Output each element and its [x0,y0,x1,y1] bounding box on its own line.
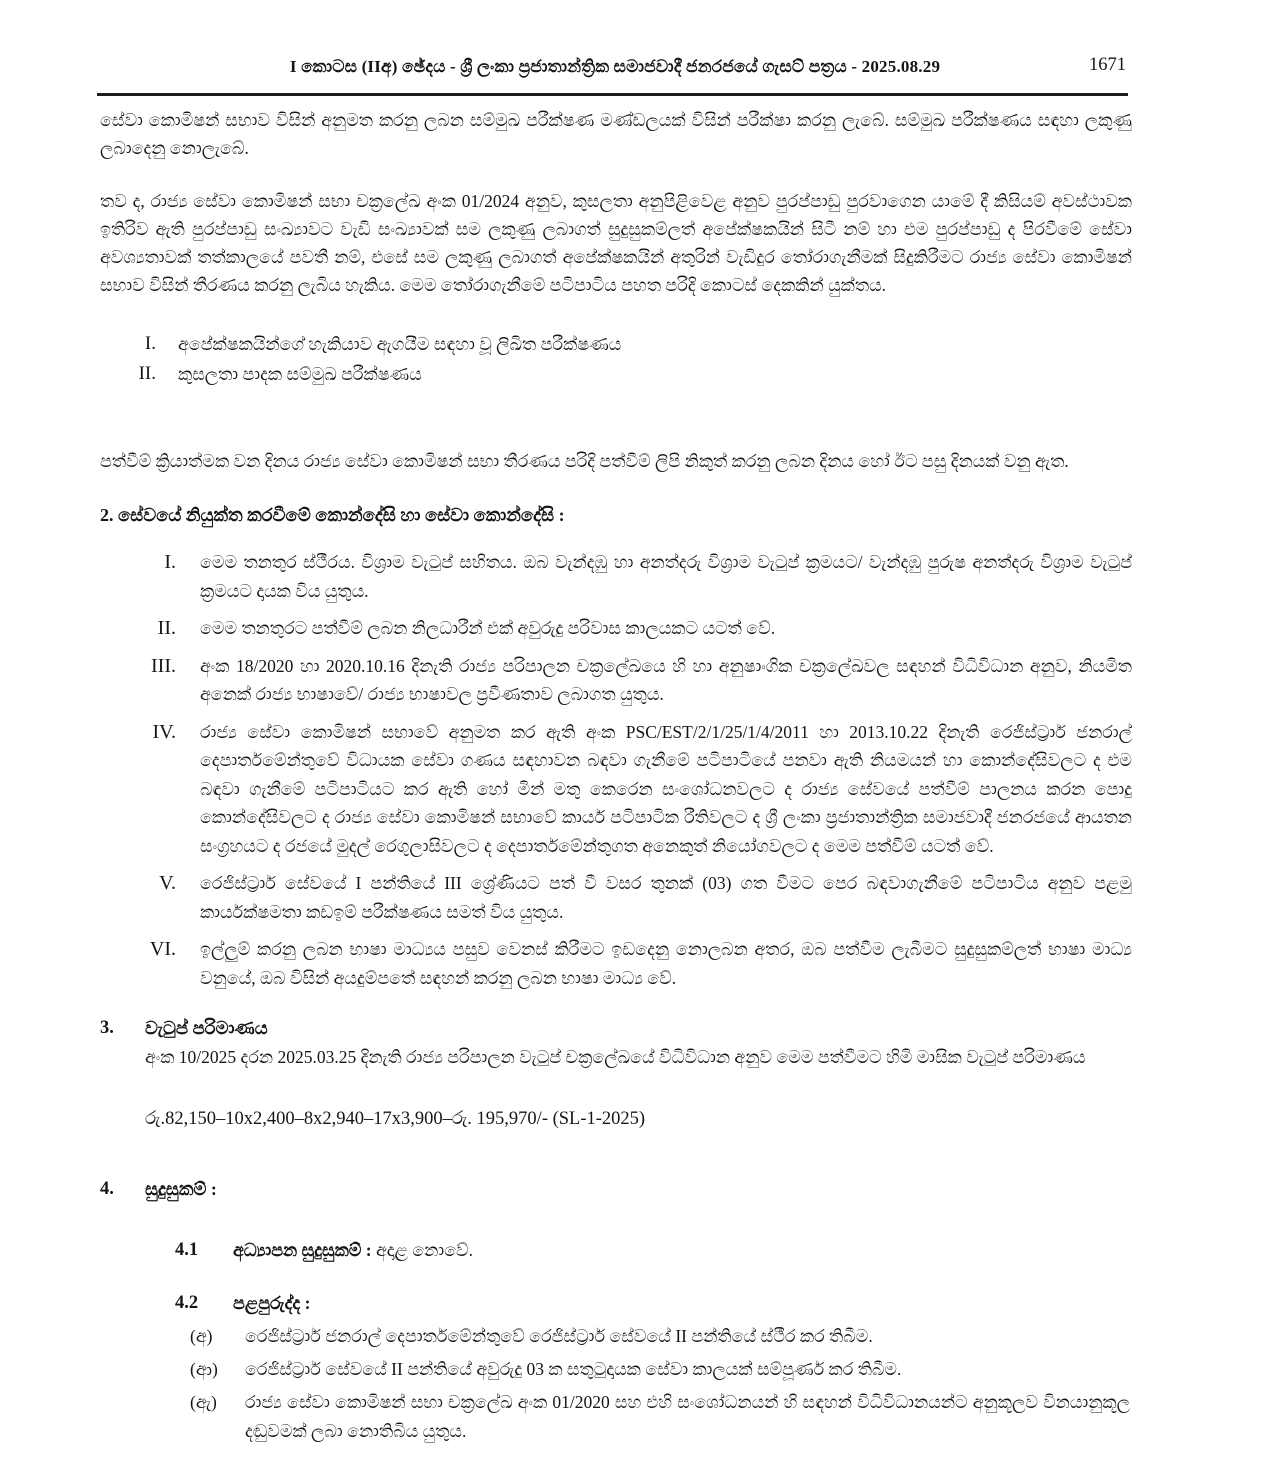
list-item [190,1355,1132,1384]
subsection-number: 4.2 [175,1293,199,1313]
list-item-numeral: III. [151,654,176,677]
section-number: 4. [100,1179,114,1199]
experience-list [190,1322,1132,1446]
paragraph-circular-01-2024: තව ද, රාජ්‍ය සේවා කොමිෂන් සභා චක්‍රලේඛ අංක 01/2024 අනුව, කුසලතා අනුපිළිවෙළ අනුව පුරප්පාඩු පුරවාගෙන යාමේ දී කිසියම් අවස්ථාවක ඉතිරිව ඇති පුරප්පාඩු සංඛ්‍යාවට වැඩි සංඛ්‍යාවක් සම ලකුණු ලබාගත් සුදුසුකම්ලත් අපේක්ෂකයින් සිටී නම් හා එම පුරප්පාඩු ද පිරවීමේ සේවා අවශ්‍යතාවක් තත්කාලයේ පවතී නම්, එසේ සම ලකුණු ලබාගත් අපේක්ෂකයින් අතුරින් වැඩිදුර තෝරාගැනීමක් සිදුකිරීමට රාජ්‍ය සේවා කොමිෂන් සභාව විසින් තීරණය කරනු ලැබිය හැකිය. මෙම තෝරාගැනීමේ පටිපාටිය පහත පරිදි කොටස් දෙකකින් යුක්තය. [100,191,1132,295]
list-item-numeral: II. [157,617,176,639]
list-item-text: රාජ්‍ය සේවා කොමිෂන් සභාවේ අනුමත කර ඇති අංක PSC/EST/2/1/25/1/4/2011 හා 2013.10.22 දිනැති රෙජිස්ට්‍රාර් ජනරාල් දෙපාර්තමේන්තුවේ විධායක සේවා ගණය සඳහාවන බඳවා ගැනීමේ පටිපාටියේ පනවා ඇති නියමයන් හා කොන්දේසිවලට ද එම බඳවා ගැනීමේ පටිපාටියට කර ඇති හෝ මින් මතු කෙරෙන සංශෝධනවලට ද රාජ්‍ය සේවයේ පත්වීම් පාලනය කරන පොදු කොන්දේසිවලට ද රාජ්‍ය සේවා කොමිෂන් සභාවේ කාර්ය පටිපාටික රීතිවලට ද ශ්‍රී ලංකා ප්‍රජාතාන්ත්‍රික සමාජවාදී ජනරජයේ ආයතන සංග්‍රහයට ද රජයේ මුදල් රෙගුලාසිවලට ද දෙපාර්තමේන්තුගත අනෙකුත් නියෝගවලට ද මෙම පත්වීම් යටත් වේ. [200,721,1132,856]
salary-scale-value: රු.82,150–10x2,400–8x2,940–17x3,900–රු. 195,970/- (SL-1-2025) [145,1109,646,1129]
subsection-4-2-label: පළපුරුද්ද : [233,1293,311,1313]
section-4-qualifications [100,1179,1132,1200]
list-item [190,1388,1132,1446]
list-item-text: මෙම තනතුර ස්ථීරය. විශ්‍රාම වැටුප් සහිතය. ඔබ වැන්දඹු හා අනත්දරු විශ්‍රාම වැටුප් ක්‍රමයට/ වැන්දඹු පුරුෂ අනත්දරු විශ්‍රාම වැටුප් ක්‍රමයට දායක විය යුතුය. [200,552,1132,601]
section-4-heading: සුදුසුකම් : [145,1179,217,1199]
section-3-text: අංක 10/2025 දරන 2025.03.25 දිනැති රාජ්‍ය පරිපාලන වැටුප් චක්‍රලේඛයේ විධිවිධාන අනුව මෙම පත්වීමට හිමි මාසික වැටුප් පරිමාණය [145,1047,1086,1067]
list-item-text: රෙජිස්ට්‍රාර් සේවයේ II පන්තියේ අවුරුදු 03 ක සතුටුදායක සේවා කාලයක් සම්පූර්ණ කර තිබීම. [245,1359,902,1379]
subsection-4-1 [175,1240,1132,1261]
list-item-text: මෙම තනතුරට පත්වීම් ලබන නිලධාරීන් එක් අවුරුදු පරිවාස කාලයකට යටත් වේ. [200,618,776,638]
list-item [190,1322,1132,1351]
header-rule [97,93,1128,96]
list-item [100,652,1132,709]
section-3-heading: වැටුප් පරිමාණය [145,1018,268,1038]
list-item-numeral: VI. [149,938,176,960]
list-item [100,329,1132,359]
list-item-text: රෙජිස්ට්‍රාර් සේවයේ I පන්තියේ III ශ්‍රේණියට පත් වී වසර තුනක් (03) ගත වීමට පෙර බඳවාගැනීමේ පටිපාටිය අනුව පළමු කාර්යක්ෂමතා කඩඉම් පරීක්ෂණය සමත් විය යුතුය. [200,873,1132,922]
list-item [100,614,1132,643]
list-item [100,718,1132,861]
section-2-heading: 2. සේවයේ නියුක්ත කරවීමේ කොන්දේසි හා සේවා කොන්දේසි : [100,505,565,525]
list-item [100,935,1132,992]
list-item [100,869,1132,926]
list-item-numeral: I. [164,551,176,573]
selection-steps-list [100,329,1132,389]
list-item-text: රාජ්‍ය සේවා කොමිෂන් සභා චක්‍රලේඛ අංක 01/2020 සහ එහි සංශෝධනයන් හි සඳහන් විධිවිධානයන්ට අනුකූලව විනයානුකූල දඬුවමක් ලබා නොතිබිය යුතුය. [245,1392,1130,1441]
gazette-header-title: I කොටස (IIඅ) ඡේදය - ශ්‍රී ලංකා ප්‍රජාතාන්ත්‍රික සමාජවාදී ජනරජයේ ගැසට් පත්‍රය - 2025.08.29 [289,57,941,76]
list-item-text: කුසලතා පාදක සම්මුඛ පරීක්ෂණය [178,364,422,384]
list-item-numeral: I. [144,333,156,354]
list-item-text: අපේක්ෂකයින්ගේ හැකියාව ඇගයීම සඳහා වූ ලිඛිත පරීක්ෂණය [178,334,622,354]
subsection-number: 4.1 [175,1240,199,1260]
page-number: 1671 [1089,55,1126,75]
section-3-salary-scale [100,1018,1132,1133]
paragraph-appointment-date: පත්වීම් ක්‍රියාත්මක වන දිනය රාජ්‍ය සේවා කොමිෂන් සභා තීරණය පරිදි පත්වීම් ලිපි නිකුත් කරනු ලබන දිනය හෝ ඊට පසු දිනයක් වනු ඇත. [100,451,1069,471]
list-item [100,359,1132,389]
list-item-text: අංක 18/2020 හා 2020.10.16 දිනැති රාජ්‍ය පරිපාලන චක්‍රලේඛයෙ හි හා අනුෂාංගික චක්‍රලේඛවල සඳහන් විධිවිධාන අනුව, නියමිත අනෙක් රාජ්‍ය භාෂාවේ/ රාජ්‍ය භාෂාවල ප්‍රවීණතාව ලබාගත යුතුය. [200,655,1132,704]
paragraph-interview-board: සේවා කොමිෂන් සභාව විසින් අනුමත කරනු ලබන සම්මුඛ පරීක්ෂණ මණ්ඩලයක් විසින් පරීක්ෂා කරනු ලැබේ. සම්මුඛ පරීක්ෂණය සඳහා ලකුණු ලබාදෙනු නොලැබේ. [100,110,1132,158]
list-item-numeral: V. [159,872,176,894]
list-item-text: ඉල්ලුම් කරනු ලබන භාෂා මාධ්‍යය පසුව වෙනස් කිරීමට ඉඩදෙනු නොලබන අතර, ඔබ පත්වීම ලැබීමට සුදුසුකම්ලත් භාෂා මාධ්‍ය වනුයේ, ඔබ විසින් අයදුම්පතේ සඳහන් කරනු ලබන භාෂා මාධ්‍ය වේ. [200,939,1132,988]
list-item-numeral: II. [138,363,156,384]
subsection-4-1-label: අධ්‍යාපන සුදුසුකම් : [233,1240,372,1260]
list-item-numeral: IV. [152,720,176,743]
conditions-list [100,548,1132,992]
list-item-letter: (ආ) [190,1359,218,1379]
section-number: 3. [100,1018,114,1038]
subsection-4-1-value: අදාළ නොවේ. [375,1240,473,1260]
page-content [100,106,1132,1446]
list-item-letter: (අ) [190,1326,213,1346]
subsection-4-2 [175,1293,1132,1314]
list-item [100,548,1132,605]
section-body [145,1018,1132,1133]
list-item-letter: (ඇ) [190,1392,217,1412]
list-item-text: රෙජිස්ට්‍රාර් ජනරාල් දෙපාර්තමේන්තුවේ රෙජිස්ට්‍රාර් සේවයේ II පන්තියේ ස්ථීර කර තිබීම. [245,1326,873,1346]
